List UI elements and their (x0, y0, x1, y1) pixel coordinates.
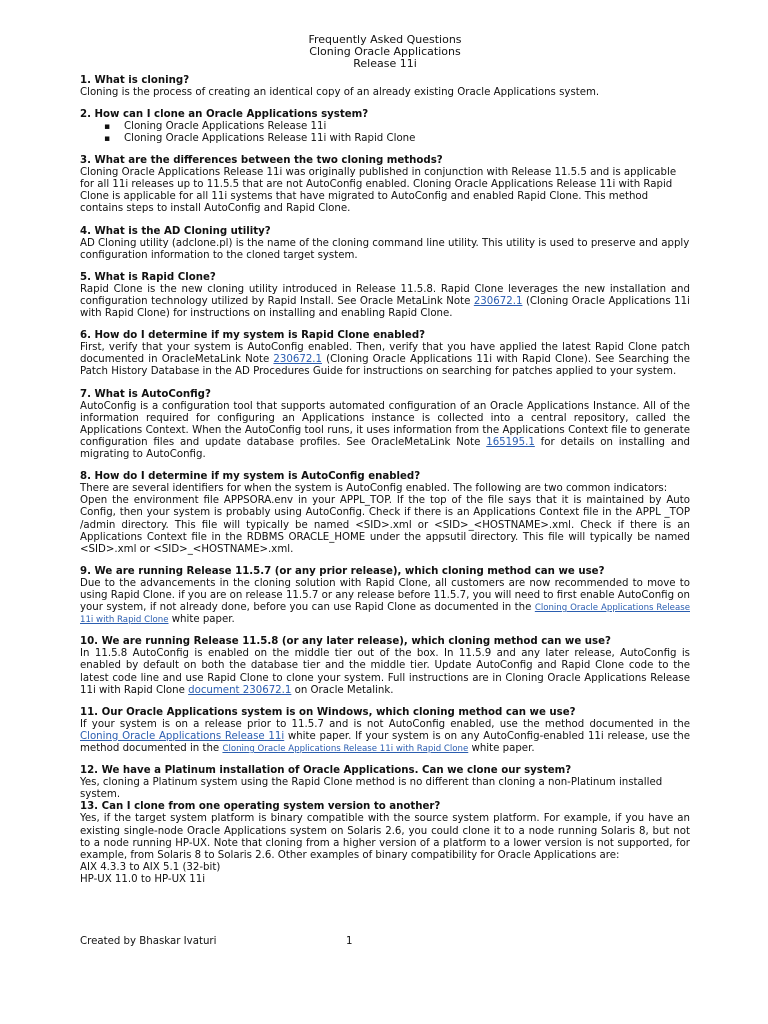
answer-text: First, verify that your system is AutoConfig enabled. Then, verify that you have applied the latest Rapid Clone patch documented in OracleMetaLink Note (80, 342, 690, 366)
answer-1: Cloning is the process of creating an identical copy of an already existing Oracle Applications system. (80, 86, 600, 98)
question-10-heading: 10. We are running Release 11.5.8 (or any later release), which cloning method can we use? (80, 636, 611, 648)
answer-text: (Cloning Oracle Applications 11i with Rapid Clone) for instructions on installing and enabling Rapid Clone. (80, 296, 690, 320)
answer-text: (Cloning Oracle Applications 11i with Rapid Clone). See Searching the Patch History Database in the AD Procedures Guide for instructions on searching for patches applied to your system. (80, 354, 690, 378)
doc-title (80, 34, 690, 71)
answer-text: If your system is on a release prior to 11.5.7 and is not AutoConfig enabled, use the method documented in the (80, 718, 690, 730)
answer-text: white paper. (168, 614, 235, 626)
answer-text: on Oracle Metalink. (291, 684, 394, 696)
question-11-heading: 11. Our Oracle Applications system is on Windows, which cloning method can we use? (80, 706, 576, 718)
page-number: 1 (346, 936, 353, 947)
question-2-heading: 2. How can I clone an Oracle Applications system? (80, 108, 369, 120)
answer-text: white paper. If your system is on any AutoConfig-enabled 11i release, use the method documented in the (80, 730, 690, 755)
question-8-heading: 8. How do I determine if my system is AutoConfig enabled? (80, 471, 421, 483)
title-line-1: Frequently Asked Questions (308, 33, 462, 46)
title-line-3: Release 11i (353, 57, 417, 71)
document-page (80, 34, 690, 886)
question-4-heading: 4. What is the AD Cloning utility? (80, 225, 271, 237)
answer-text: Rapid Clone is the new cloning utility introduced in Release 11.5.8. Rapid Clone leverages the new installation and configuration technology utilized by Rapid Install. See Oracle MetaLink Note (80, 283, 690, 308)
rapid-clone-paper-link[interactable]: Cloning Oracle Applications Release 11i with Rapid Clone (222, 744, 469, 755)
title-line-2: Cloning Oracle Applications (309, 45, 461, 59)
question-13-heading: 13. Can I clone from one operating system version to another? (80, 801, 441, 813)
answer-5 (80, 284, 690, 320)
answer-4: AD Cloning utility (adclone.pl) is the name of the cloning command line utility. This utility is used to preserve and apply configuration information to the cloned target system. (80, 237, 690, 261)
clone-methods-list (80, 121, 690, 145)
answer-text: Due to the advancements in the cloning solution with Rapid Clone, all customers are now recommended to move to using Rapid Clone. if you are on release 11.5.7 or any release before 11.5.7, you will need to first enable AutoConfig on your system, if not already done, before you can use Rapid Clone as documented in the (80, 577, 690, 614)
compat-line-2: HP-UX 11.0 to HP-UX 11i (80, 873, 206, 885)
question-7-heading: 7. What is AutoConfig? (80, 388, 211, 400)
rapid-clone-paper-link[interactable]: Cloning Oracle Applications Release 11i with Rapid Clone (80, 603, 690, 626)
answer-8-body: Open the environment file APPSORA.env in your APPL_TOP. If the top of the file says that it is maintained by Auto Config, then your system is probably using AutoConfig. Check if there is an Applications Context file in the APPL _TOP /admin directory. This file will typically be named <SID>.xml or <SID>_<HOSTNAME>.xml. Check if there is an Applications Context file in the RDBMS ORACLE_HOME under the appsutil directory. This file will typically be named <SID>.xml or <SID>_<HOSTNAME>.xml. (80, 495, 690, 555)
list-item: ▪ Cloning Oracle Applications Release 11i (104, 121, 690, 133)
answer-8-intro: There are several identifiers for when the system is AutoConfig enabled. The following are two common indicators: (80, 483, 668, 495)
answer-text: AutoConfig is a configuration tool that supports automated configuration of an Oracle Applications Instance. All of the information required for configuring an Applications instance is collected into a central repository, called the Applications Context. When the AutoConfig tool runs, it uses information from the Applications Context file to generate configuration files and update database profiles. See OracleMetaLink Note (80, 400, 690, 448)
answer-3: Cloning Oracle Applications Release 11i was originally published in conjunction with Release 11.5.5 and is applicable for all 11i releases up to 11.5.5 that are not AutoConfig enabled. Cloning Oracle Applications Release 11i with Rapid Clone is applicable for all 11i systems that have migrated to AutoConfig and enabled Rapid Clone. This method contains steps to install AutoConfig and Rapid Clone. (80, 167, 677, 215)
list-item: ▪ Cloning Oracle Applications Release 11i with Rapid Clone (104, 133, 690, 145)
answer-10 (80, 648, 690, 696)
answer-text: for details on installing and migrating to AutoConfig. (80, 436, 690, 461)
question-9-heading: 9. We are running Release 11.5.7 (or any prior release), which cloning method can we use? (80, 565, 605, 577)
cloning-paper-link[interactable]: Cloning Oracle Applications Release 11i (80, 730, 285, 742)
answer-11 (80, 719, 690, 755)
answer-13: Yes, if the target system platform is binary compatible with the source system platform. For example, if you have an existing single-node Oracle Applications system on Solaris 2.6, you could clone it to a node running Solaris 8, but not to a node running HP-UX. Note that cloning from a higher version of a platform to a lower version is not supported, for example, from Solaris 8 to Solaris 2.6. Other examples of binary compatibility for Oracle Applications are: (80, 813, 690, 861)
answer-9 (80, 578, 690, 626)
question-1-heading: 1. What is cloning? (80, 74, 190, 86)
metalink-document-link[interactable]: document 230672.1 (188, 684, 292, 696)
question-6-heading: 6. How do I determine if my system is Rapid Clone enabled? (80, 330, 426, 342)
answer-6 (80, 342, 690, 378)
page-footer (80, 936, 690, 947)
question-5-heading: 5. What is Rapid Clone? (80, 271, 216, 283)
question-3-heading: 3. What are the differences between the two cloning methods? (80, 155, 443, 167)
compat-line-1: AIX 4.3.3 to AIX 5.1 (32-bit) (80, 861, 221, 873)
footer-author: Created by Bhaskar Ivaturi (80, 936, 217, 947)
answer-text: In 11.5.8 AutoConfig is enabled on the middle tier out of the box. In 11.5.9 and any later release, AutoConfig is enabled by default on both the database tier and the middle tier. Update AutoConfig and Rapid Clone code to the latest code line and use Rapid Clone to clone your system. Full instructions are in Cloning Oracle Applications Release 11i with Rapid Clone (80, 648, 690, 696)
answer-7 (80, 401, 690, 461)
question-12-heading: 12. We have a Platinum installation of Oracle Applications. Can we clone our system? (80, 765, 572, 777)
metalink-note-link[interactable]: 230672.1 (273, 354, 323, 366)
answer-12: Yes, cloning a Platinum system using the Rapid Clone method is no different than cloning a non-Platinum installed system. (80, 777, 663, 801)
answer-text: white paper. (468, 743, 535, 755)
metalink-note-link[interactable]: 230672.1 (473, 296, 523, 308)
metalink-note-link[interactable]: 165195.1 (486, 436, 535, 448)
